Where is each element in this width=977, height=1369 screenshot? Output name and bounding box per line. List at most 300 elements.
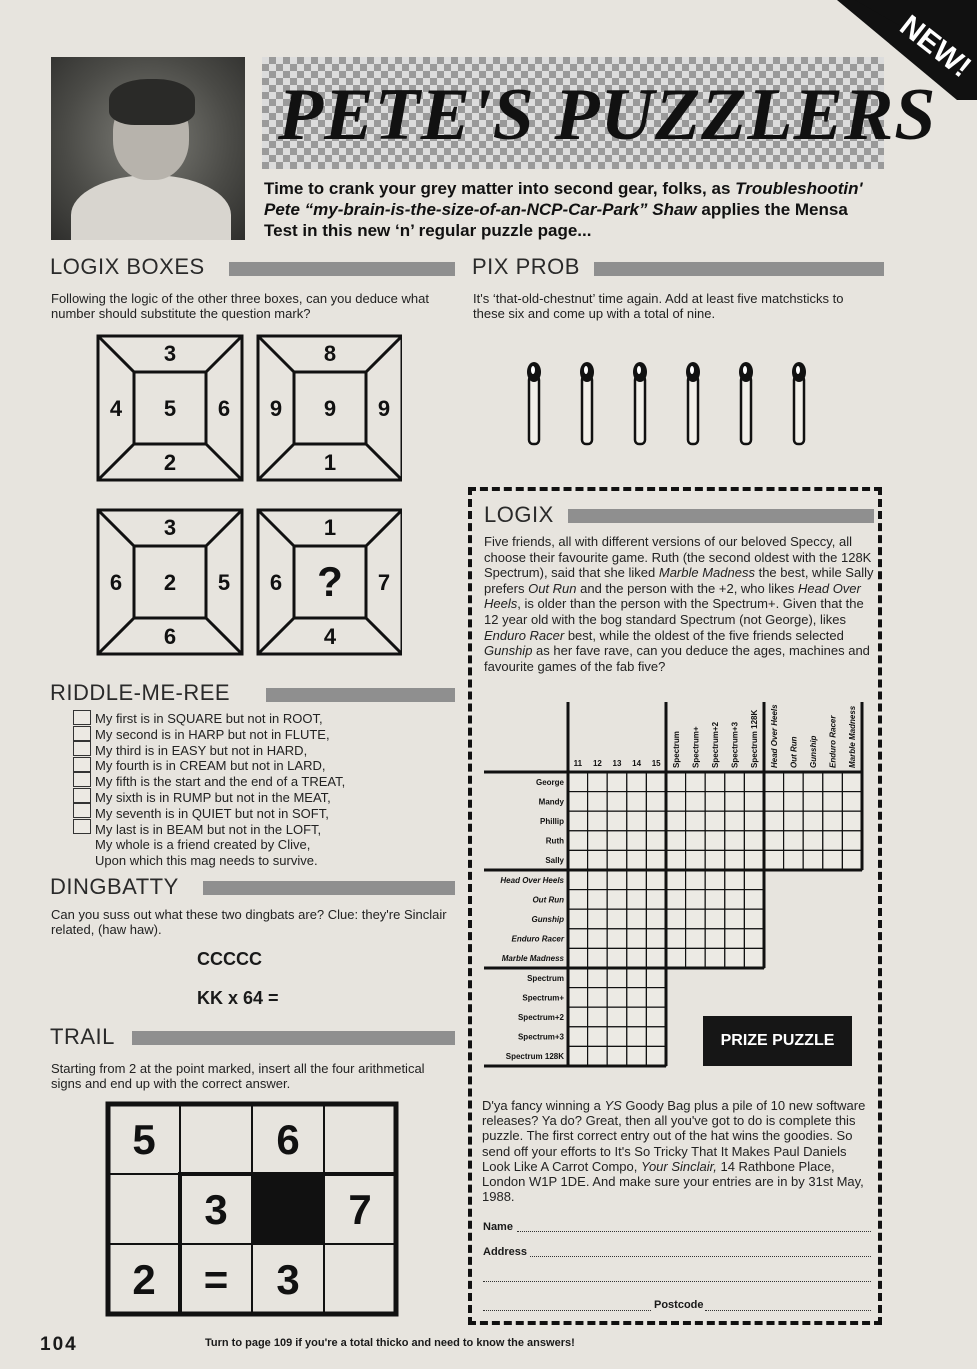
grid-cell[interactable] [588,850,608,870]
grid-cell[interactable] [607,792,627,812]
pix-prob-text: It's ‘that-old-chestnut’ time again. Add at least five matchsticks to these six and come up with a total of nine. [473,291,844,321]
box-diagonal [258,510,294,546]
answers-note: Turn to page 109 if you're a total thicko and need to know the answers! [205,1337,575,1349]
grid-cell[interactable] [646,831,666,851]
grid-cell[interactable] [588,811,608,831]
grid-col-header: 11 [573,759,583,768]
matchsticks [520,358,840,448]
box-number-center: 2 [163,570,177,595]
grid-cell[interactable] [744,909,764,929]
grid-cell[interactable] [646,1027,666,1047]
grid-cell[interactable] [588,1027,608,1047]
grid-row-header: George [535,777,564,787]
grid-cell[interactable] [686,929,706,949]
grid-cell[interactable] [627,968,647,988]
title-banner [262,57,937,169]
grid-cell[interactable] [646,772,666,792]
grid-cell[interactable] [607,850,627,870]
box-number-top: 3 [163,515,177,540]
grid-cell[interactable] [666,772,686,792]
trail-cell: = [203,1256,229,1303]
grid-cell[interactable] [646,909,666,929]
grid-row-header: Spectrum 128K [505,1052,564,1062]
grid-cell[interactable] [705,890,725,910]
logix-box-4 [258,510,402,654]
grid-cell[interactable] [607,929,627,949]
riddle-letter-box[interactable] [73,710,91,725]
riddle-letter-box[interactable] [73,803,91,818]
grid-row-header: Enduro Racer [511,934,564,944]
logix-box-1 [98,336,242,480]
logix-boxes-title: LOGIX BOXES [50,254,205,279]
grid-cell[interactable] [686,792,706,812]
grid-cell[interactable] [568,909,588,929]
grid-col-header: Out Run [789,736,799,768]
grid-cell[interactable] [842,811,862,831]
grid-cell[interactable] [627,870,647,890]
riddle-line: My sixth is in RUMP but not in the MEAT, [95,789,331,805]
grid-cell[interactable] [588,929,608,949]
grid-cell[interactable] [764,772,784,792]
box-diagonal [98,510,134,546]
grid-cell[interactable] [627,811,647,831]
trail-cell: 7 [348,1186,372,1233]
text-run: best, while the oldest of the five friends selected [564,627,844,643]
grid-cell[interactable] [744,870,764,890]
box-number-bottom: 2 [163,450,177,475]
riddle-letter-box[interactable] [73,757,91,772]
grid-cell[interactable] [607,909,627,929]
trail-cell: 5 [132,1116,156,1163]
trail-grid [104,1100,400,1318]
address-field-3[interactable] [483,1310,651,1311]
grid-cell[interactable] [568,850,588,870]
grid-cell[interactable] [568,1046,588,1066]
grid-cell[interactable] [744,929,764,949]
grid-row-header: Spectrum+3 [517,1032,564,1042]
box-diagonal [98,618,134,654]
grid-cell[interactable] [725,929,745,949]
grid-col-header: Spectrum+3 [730,721,740,768]
grid-cell[interactable] [607,831,627,851]
grid-cell[interactable] [588,968,608,988]
logix-rule [568,509,874,523]
trail-cell: 6 [276,1116,300,1163]
grid-cell[interactable] [744,831,764,851]
grid-cell[interactable] [725,772,745,792]
intro-line1b: Troubleshootin' [735,179,863,198]
logix-text [484,534,874,674]
grid-col-header: Spectrum 128K [750,709,760,768]
riddle-rule [266,688,455,702]
grid-cell[interactable] [744,772,764,792]
grid-cell[interactable] [646,850,666,870]
grid-cell[interactable] [627,850,647,870]
grid-cell[interactable] [607,988,627,1008]
grid-row-header: Phillip [540,817,564,826]
text-run: Goody Bag plus a pile of 10 new software releases? Ya do? Great, then all you've got to do is complete this puzzle. The first correct entry out of the hat wins the goodies. So send off your efforts to It's So Tricky That It Makes Paul Daniels Look Like A Carrot Compo, [482,1098,866,1174]
box-number-left: 6 [269,570,283,595]
grid-cell[interactable] [607,968,627,988]
box-diagonal [366,618,402,654]
grid-cell[interactable] [705,948,725,968]
box-diagonal [98,444,134,480]
postcode-label: Postcode [654,1299,704,1311]
trail-rule [132,1031,455,1045]
grid-cell[interactable] [588,792,608,812]
name-label: Name [483,1221,513,1233]
grid-cell[interactable] [803,792,823,812]
grid-cell[interactable] [705,929,725,949]
grid-cell[interactable] [607,811,627,831]
grid-cell[interactable] [725,850,745,870]
grid-cell[interactable] [725,948,745,968]
intro-line1a: Time to crank your grey matter into second gear, folks, as [264,179,736,198]
dingbatty-text: Can you suss out what these two dingbats are? Clue: they're Sinclair related, (haw haw). [51,907,447,937]
grid-cell[interactable] [607,1007,627,1027]
grid-cell[interactable] [646,988,666,1008]
box-number-bottom: 1 [323,450,337,475]
text-run: D'ya fancy winning a [482,1098,605,1113]
grid-cell[interactable] [646,929,666,949]
box-number-left: 9 [269,396,283,421]
grid-cell[interactable] [784,811,804,831]
logix-box-3 [98,510,242,654]
grid-cell[interactable] [646,890,666,910]
trail-black-cell [252,1174,324,1244]
box-number-left: 4 [109,396,123,421]
grid-cell[interactable] [568,831,588,851]
riddle-letter-box[interactable] [73,741,91,756]
grid-col-header: 12 [592,759,602,768]
grid-cell[interactable] [568,968,588,988]
prize-puzzle-badge: PRIZE PUZZLE [703,1016,852,1066]
grid-cell[interactable] [686,948,706,968]
grid-cell[interactable] [784,850,804,870]
grid-col-header: 15 [651,759,661,768]
grid-row-header: Mandy [538,797,564,807]
page-number: 104 [40,1334,78,1355]
grid-cell[interactable] [646,792,666,812]
name-field[interactable] [517,1231,871,1232]
grid-col-header: 13 [612,759,622,768]
author-photo [51,57,245,240]
grid-cell[interactable] [725,909,745,929]
grid-col-header: Spectrum+ [691,726,701,768]
grid-cell[interactable] [627,792,647,812]
dingbat-two: KK x 64 = [197,988,279,1008]
grid-cell[interactable] [666,831,686,851]
grid-cell[interactable] [607,1046,627,1066]
grid-cell[interactable] [705,909,725,929]
riddle-letter-box[interactable] [73,726,91,741]
address-label: Address [483,1246,528,1258]
grid-cell[interactable] [803,850,823,870]
riddle-letter-box[interactable] [73,772,91,787]
grid-cell[interactable] [568,1007,588,1027]
box-number-right: 9 [377,396,391,421]
grid-cell[interactable] [568,890,588,910]
grid-cell[interactable] [666,870,686,890]
grid-col-header: Spectrum+2 [711,721,720,768]
dingbatty-title: DINGBATTY [50,874,179,899]
grid-cell[interactable] [705,870,725,890]
trail-title: TRAIL [50,1024,115,1049]
grid-cell[interactable] [744,890,764,910]
box-number-right: 6 [217,396,231,421]
grid-cell[interactable] [568,811,588,831]
riddle-line: My fourth is in CREAM but not in LARD, [95,758,326,774]
logix-boxes-text: Following the logic of the other three boxes, can you deduce what number should substitute the question mark? [51,291,429,321]
grid-cell[interactable] [686,909,706,929]
trail-cell: 2 [132,1256,156,1303]
grid-cell[interactable] [803,831,823,851]
grid-cell[interactable] [842,831,862,851]
grid-col-header: Marble Madness [848,705,858,768]
riddle-line: My third is in EASY but not in HARD, [95,742,308,758]
grid-cell[interactable] [666,909,686,929]
grid-row-header: Gunship [531,915,564,924]
logix-box-2 [258,336,402,480]
riddle-letter-box[interactable] [73,788,91,803]
grid-cell[interactable] [588,870,608,890]
box-diagonal [258,618,294,654]
grid-cell[interactable] [646,948,666,968]
grid-cell[interactable] [627,948,647,968]
grid-col-header: Enduro Racer [828,715,838,768]
riddle-title: RIDDLE-ME-REE [50,680,231,705]
grid-cell[interactable] [588,831,608,851]
grid-cell[interactable] [607,948,627,968]
grid-cell[interactable] [646,1007,666,1027]
grid-cell[interactable] [627,929,647,949]
riddle-line: Upon which this mag needs to survive. [95,853,318,869]
grid-cell[interactable] [725,890,745,910]
box-number-right: 7 [377,570,391,595]
box-number-center: ? [317,558,343,605]
grid-row-header: Ruth [545,836,564,846]
dingbat-one: CCCCC [197,949,262,969]
box-diagonal [258,336,294,372]
text-run: as her fave rave, can you deduce the ages, machines and favourite games of the fab five? [484,643,870,674]
grid-cell[interactable] [627,1027,647,1047]
grid-cell[interactable] [705,850,725,870]
grid-cell[interactable] [784,831,804,851]
grid-cell[interactable] [764,811,784,831]
grid-cell[interactable] [686,870,706,890]
grid-cell[interactable] [646,1046,666,1066]
grid-cell[interactable] [646,968,666,988]
text-run: and the person with the +2, who likes [576,580,798,596]
grid-cell[interactable] [627,909,647,929]
grid-col-header: Head Over Heels [769,704,779,768]
grid-row-header: Spectrum [527,973,564,983]
grid-cell[interactable] [686,772,706,792]
italic-title: Gunship [484,643,533,659]
trail-cell: 3 [204,1186,228,1233]
text-run: the best, while Sally prefers [484,565,874,596]
box-number-top: 8 [323,341,337,366]
grid-cell[interactable] [744,948,764,968]
grid-cell[interactable] [588,988,608,1008]
box-number-bottom: 6 [163,624,177,649]
grid-cell[interactable] [744,811,764,831]
text-run: , is older than the person with the Spectrum+. Given that the 12 year old with the bog standard Spectrum (not George), likes [484,596,864,627]
matchstick [686,362,700,444]
new-tab-label: NEW! [893,8,977,85]
grid-cell[interactable] [725,831,745,851]
matchstick [633,362,647,444]
grid-cell[interactable] [803,772,823,792]
box-diagonal [206,510,242,546]
address-field-2[interactable] [483,1281,871,1282]
grid-row-header: Out Run [532,895,564,905]
box-number-left: 6 [109,570,123,595]
logix-boxes-rule [229,262,455,276]
grid-cell[interactable] [646,811,666,831]
grid-cell[interactable] [666,929,686,949]
matchstick [580,362,594,444]
grid-cell[interactable] [568,792,588,812]
grid-cell[interactable] [607,870,627,890]
grid-cell[interactable] [666,850,686,870]
grid-cell[interactable] [568,948,588,968]
pix-prob-rule [594,262,884,276]
grid-cell[interactable] [686,890,706,910]
grid-cell[interactable] [627,831,647,851]
grid-cell[interactable] [686,831,706,851]
logix-title: LOGIX [484,502,554,527]
grid-cell[interactable] [607,1027,627,1047]
grid-cell[interactable] [588,1046,608,1066]
grid-cell[interactable] [666,811,686,831]
grid-cell[interactable] [646,870,666,890]
box-number-center: 5 [163,396,177,421]
box-diagonal [258,444,294,480]
grid-cell[interactable] [686,811,706,831]
grid-cell[interactable] [568,870,588,890]
trail-cell: 3 [276,1256,300,1303]
grid-cell[interactable] [607,890,627,910]
trail-text: Starting from 2 at the point marked, insert all the four arithmetical signs and end up with the correct answer. [51,1061,425,1091]
grid-cell[interactable] [686,850,706,870]
grid-cell[interactable] [588,772,608,792]
grid-cell[interactable] [666,792,686,812]
grid-cell[interactable] [784,792,804,812]
grid-cell[interactable] [607,772,627,792]
matchstick [739,362,753,444]
grid-cell[interactable] [588,1007,608,1027]
text-run: Five friends, all with different versions of our beloved Speccy, all choose their favourite game. Ruth (the second oldest with the 128K Spectrum), said that she liked [484,534,872,581]
grid-cell[interactable] [823,850,843,870]
grid-cell[interactable] [784,772,804,792]
riddle-letter-box[interactable] [73,819,91,834]
grid-cell[interactable] [823,831,843,851]
text-run: 14 Rathbone Place, London W1P 1DE. And make sure your entries are in by 31st May, 1988. [482,1158,864,1205]
grid-cell[interactable] [705,772,725,792]
box-diagonal [206,444,242,480]
grid-cell[interactable] [627,1007,647,1027]
grid-row-header: Spectrum+2 [517,1013,564,1022]
grid-cell[interactable] [588,948,608,968]
grid-cell[interactable] [627,772,647,792]
matchstick [527,362,541,444]
grid-cell[interactable] [627,890,647,910]
grid-cell[interactable] [842,772,862,792]
grid-cell[interactable] [588,890,608,910]
grid-cell[interactable] [725,811,745,831]
grid-cell[interactable] [568,772,588,792]
grid-row-header: Spectrum+ [522,993,564,1003]
grid-cell[interactable] [744,850,764,870]
grid-cell[interactable] [568,929,588,949]
page-title: PETE'S PUZZLERS [278,74,937,156]
grid-cell[interactable] [823,792,843,812]
italic-title: YS [604,1098,622,1113]
dingbatty-rule [203,881,455,895]
grid-cell[interactable] [764,792,784,812]
grid-cell[interactable] [666,890,686,910]
italic-title: Marble Madness [658,565,755,581]
riddle-line: My last is in BEAM but not in the LOFT, [95,821,322,837]
address-field-1[interactable] [530,1256,871,1257]
grid-cell[interactable] [627,1046,647,1066]
riddle-text [95,711,435,869]
grid-cell[interactable] [823,811,843,831]
grid-cell[interactable] [744,792,764,812]
grid-cell[interactable] [764,850,784,870]
riddle-line: My second is in HARP but not in FLUTE, [95,726,330,742]
grid-cell[interactable] [725,870,745,890]
grid-row-header: Head Over Heels [500,875,564,885]
intro-line3: Test in this new ‘n’ regular puzzle page... [264,221,592,240]
grid-cell[interactable] [705,831,725,851]
grid-cell[interactable] [823,772,843,792]
grid-col-header: Spectrum [671,731,681,768]
grid-cell[interactable] [627,988,647,1008]
box-diagonal [366,444,402,480]
grid-cell[interactable] [803,811,823,831]
grid-cell[interactable] [842,792,862,812]
matchstick [792,362,806,444]
box-number-center: 9 [323,396,337,421]
italic-title: Out Run [528,580,577,596]
prize-text [482,1098,874,1204]
grid-cell[interactable] [666,948,686,968]
box-diagonal [206,336,242,372]
grid-col-header: Gunship [809,735,818,768]
grid-cell[interactable] [705,792,725,812]
postcode-field[interactable] [705,1310,871,1311]
logix-boxes-grid [96,334,402,656]
riddle-line: My whole is a friend created by Clive, [95,837,311,853]
grid-col-header: 14 [632,759,642,768]
italic-title: Enduro Racer [484,627,565,643]
box-number-top: 3 [163,341,177,366]
grid-cell[interactable] [842,850,862,870]
riddle-line: My first is in SQUARE but not in ROOT, [95,711,323,726]
grid-cell[interactable] [568,988,588,1008]
photo-hair [109,79,195,125]
grid-cell[interactable] [588,909,608,929]
grid-cell[interactable] [725,792,745,812]
box-number-right: 5 [217,570,231,595]
grid-cell[interactable] [764,831,784,851]
grid-cell[interactable] [568,1027,588,1047]
intro-text [264,178,884,241]
box-number-bottom: 4 [323,624,337,649]
grid-cell[interactable] [705,811,725,831]
